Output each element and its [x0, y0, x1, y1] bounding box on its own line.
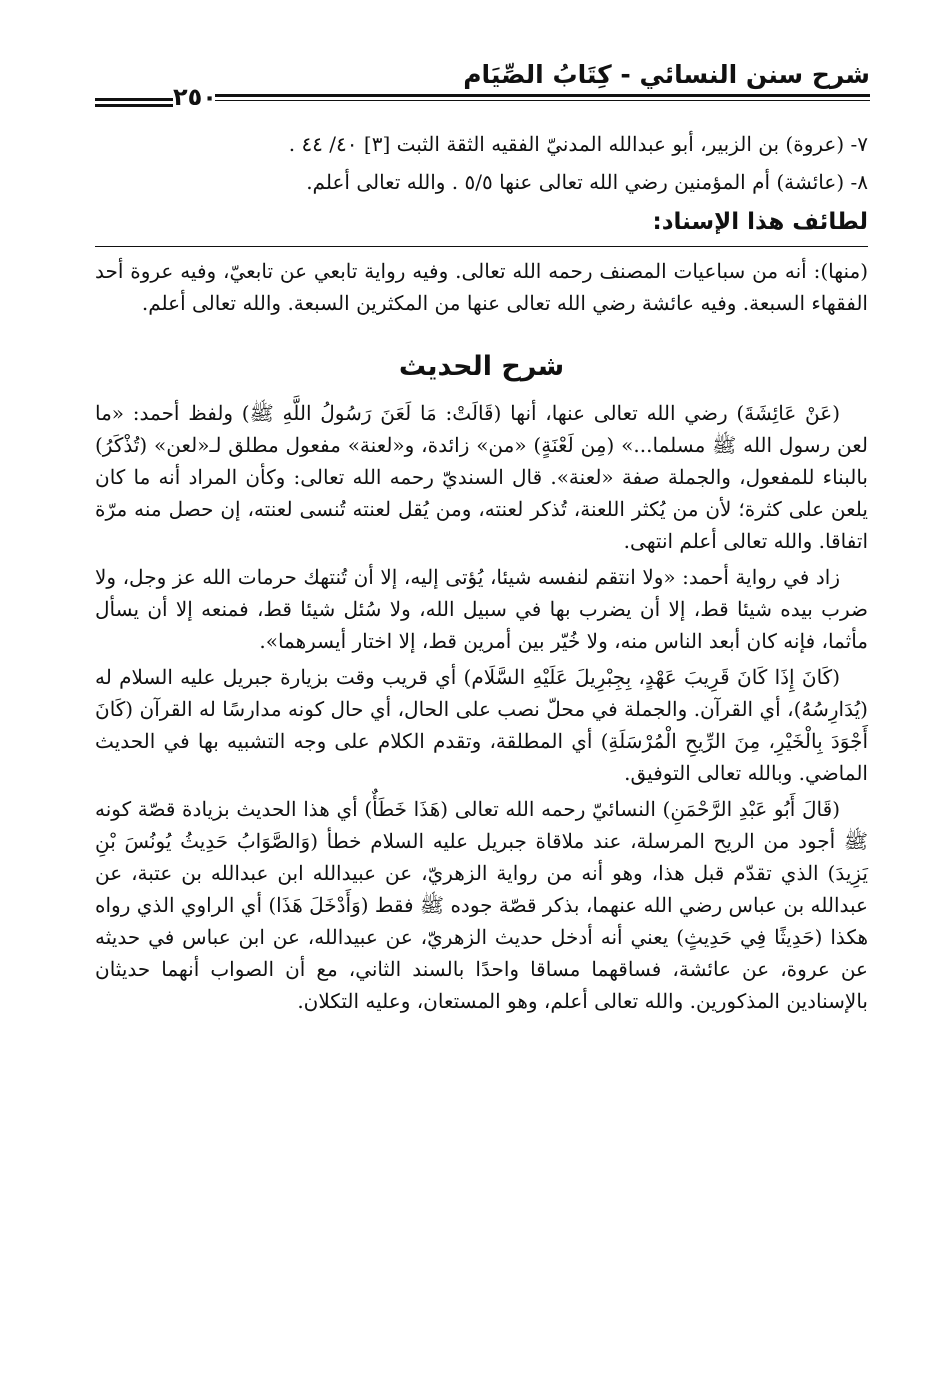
commentary-paragraph: زاد في رواية أحمد: «ولا انتقم لنفسه شيئا، يُؤتى إليه، إلا أن تُنتهك حرمات الله عز وجل، ولا ضرب بيده شيئا قط، إلا أن يضرب بها في سبيل الله، ولا سُئل شيئا قط، فمنعه إلا أن يسأل مأثما، فإنه كان أبعد الناس منه، ولا خُيّر بين أمرين قط، إلا اختار أيسرهما». — [95, 565, 868, 653]
section-heading-subtleties: لطائف هذا الإسناد: — [652, 209, 868, 235]
header-rule — [215, 94, 870, 97]
header-rule-thin — [215, 100, 870, 101]
page-body — [95, 128, 868, 1021]
header-title: شرح سنن النسائي - كِتَابُ الصِّيَام — [463, 60, 870, 89]
running-header — [95, 58, 870, 118]
section-divider — [95, 246, 868, 247]
narrator-entry: ٨- (عائشة) أم المؤمنين رضي الله تعالى عنها ٥/٥ . والله تعالى أعلم. — [306, 170, 868, 194]
commentary-heading: شرح الحديث — [398, 351, 565, 382]
commentary-paragraph: (عَنْ عَائِشَةَ) رضي الله تعالى عنها، أنها (قَالَتْ: مَا لَعَنَ رَسُولُ اللَّهِ ﷺ) ولفظ أحمد: «ما لعن رسول الله ﷺ مسلما...» (مِن لَعْنَةٍ) «من» زائدة، و«لعنة» مفعول مطلق لـ«لعن» (تُذْكَرُ) بالبناء للمفعول، والجملة صفة «لعنة». قال السنديّ رحمه الله تعالى: وكأن المراد أنه ما كان يلعن على كثرة؛ لأن من يُكثر اللعنة، تُذكر لعنته، ومن يُقل لعنته تُنسى لعنته، إن حصل منه مرّة اتفاقا. والله تعالى أعلم انتهى. — [95, 401, 868, 553]
subtleties-paragraph: (منها): أنه من سباعيات المصنف رحمه الله تعالى. وفيه رواية تابعي عن تابعيّ، وفيه عروة أحد الفقهاء السبعة. وفيه عائشة رضي الله تعالى عنها من المكثرين السبعة. والله تعالى أعلم. — [95, 259, 868, 315]
page-number: ٢٥٠ — [173, 83, 217, 111]
commentary-paragraph: (قَالَ أَبُو عَبْدِ الرَّحْمَنِ) النسائيّ رحمه الله تعالى (هَذَا خَطَأٌ) أي هذا الحديث بزيادة قصّة كونه ﷺ أجود من الريح المرسلة، عند ملاقاة جبريل عليه السلام خطأ (وَالصَّوَابُ حَدِيثُ يُونُسَ بْنِ يَزِيدَ) الذي تقدّم قبل هذا، وهو أنه من رواية الزهريّ، عن عبيدالله ابن عبدالله بن عتبة، عن عبدالله بن عباس رضي الله عنهما، بذكر قصّة جوده ﷺ فقط (وَأَدْخَلَ هَذَا) أي الراوي الذي رواه هكذا (حَدِيثًا فِي حَدِيثٍ) يعني أنه أدخل حديث الزهريّ، عن عبيدالله، عن ابن عباس في حديثه عن عروة، عن عائشة، فساقهما مساقا واحدًا بالسند الثاني، مع أن الصواب أنهما حديثان بالإسنادين المذكورين. والله تعالى أعلم، وهو المستعان، وعليه التكلان. — [95, 797, 868, 1013]
narrator-entry: ٧- (عروة) بن الزبير، أبو عبدالله المدنيّ الفقيه الثقة الثبت [٣] ٤٠/ ٤٤ . — [288, 132, 868, 156]
page-number-rules — [95, 98, 173, 110]
commentary-paragraph: (كَانَ إِذَا كَانَ قَرِيبَ عَهْدٍ، بِجِبْرِيلَ عَلَيْهِ السَّلَام) أي قريب وقت بزيارة جبريل عليه السلام له (يُدَارِسُهُ)، أي القرآن. والجملة في محلّ نصب على الحال، أي حال كونه مدارسًا له القرآن (كَانَ أَجْوَدَ بِالْخَيْرِ، مِنَ الرِّيحِ الْمُرْسَلَةِ) أي المطلقة، وتقدم الكلام على وجه التشبيه بها في الحديث الماضي. وبالله تعالى التوفيق. — [95, 665, 868, 785]
